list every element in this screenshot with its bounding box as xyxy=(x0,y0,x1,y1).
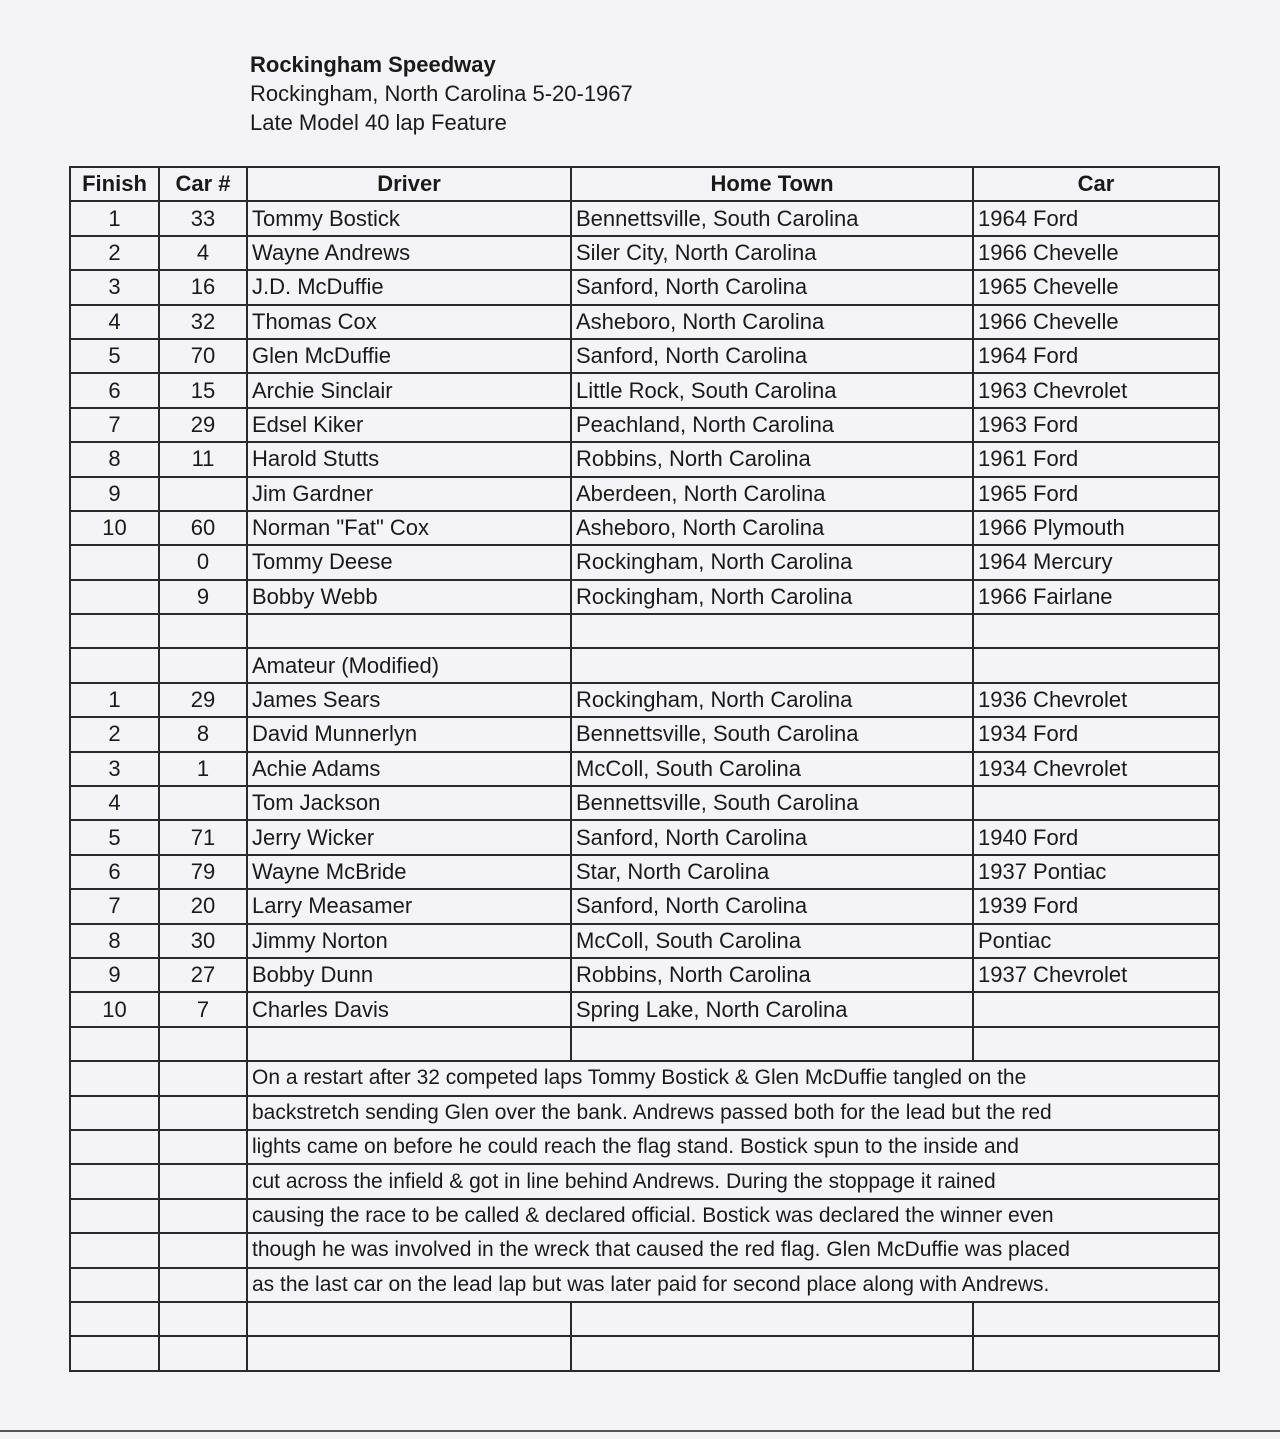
note-row xyxy=(70,1233,1219,1267)
home-town-cell: Robbins, North Carolina xyxy=(571,442,973,476)
home-town-cell: Rockingham, North Carolina xyxy=(571,683,973,717)
home-town-cell: Sanford, North Carolina xyxy=(571,889,973,923)
car-cell: 1934 Chevrolet xyxy=(973,752,1219,786)
empty-cell xyxy=(247,1336,571,1370)
finish-cell: 2 xyxy=(70,717,159,751)
home-town-cell: Sanford, North Carolina xyxy=(571,270,973,304)
car-cell: 1937 Chevrolet xyxy=(973,958,1219,992)
empty-cell xyxy=(973,1027,1219,1061)
car-number-cell: 9 xyxy=(159,580,247,614)
note-row xyxy=(70,1268,1219,1302)
car-number-cell xyxy=(159,786,247,820)
empty-cell xyxy=(571,614,973,648)
blank-row xyxy=(70,1027,1219,1061)
home-town-cell: Little Rock, South Carolina xyxy=(571,373,973,407)
home-town-cell: McColl, South Carolina xyxy=(571,924,973,958)
table-row xyxy=(70,373,1219,407)
finish-cell: 8 xyxy=(70,442,159,476)
empty-cell xyxy=(571,1027,973,1061)
car-cell: 1963 Chevrolet xyxy=(973,373,1219,407)
empty-cell xyxy=(159,648,247,682)
blank-row xyxy=(70,1336,1219,1370)
empty-cell xyxy=(159,1268,247,1302)
car-cell: 1964 Mercury xyxy=(973,545,1219,579)
note-row xyxy=(70,1130,1219,1164)
car-cell: 1936 Chevrolet xyxy=(973,683,1219,717)
finish-cell: 10 xyxy=(70,992,159,1026)
finish-cell: 9 xyxy=(70,958,159,992)
table-row xyxy=(70,820,1219,854)
car-number-cell: 71 xyxy=(159,820,247,854)
empty-cell xyxy=(159,1302,247,1336)
car-cell: 1963 Ford xyxy=(973,408,1219,442)
blank-row xyxy=(70,614,1219,648)
car-number-cell: 29 xyxy=(159,683,247,717)
note-row xyxy=(70,1096,1219,1130)
car-cell xyxy=(973,786,1219,820)
finish-cell xyxy=(70,545,159,579)
car-cell: 1966 Fairlane xyxy=(973,580,1219,614)
driver-cell: Achie Adams xyxy=(247,752,571,786)
table-row xyxy=(70,545,1219,579)
event-name: Late Model 40 lap Feature xyxy=(250,110,507,135)
race-note-line: lights came on before he could reach the flag stand. Bostick spun to the inside and xyxy=(247,1130,1219,1164)
table-row xyxy=(70,992,1219,1026)
table-row xyxy=(70,717,1219,751)
empty-cell xyxy=(159,1027,247,1061)
empty-cell xyxy=(70,1164,159,1198)
finish-cell: 5 xyxy=(70,339,159,373)
location-date: Rockingham, North Carolina 5-20-1967 xyxy=(250,81,633,106)
empty-cell xyxy=(973,648,1219,682)
driver-cell: Tommy Bostick xyxy=(247,201,571,235)
empty-cell xyxy=(159,1164,247,1198)
header-row xyxy=(70,167,1219,201)
table-row xyxy=(70,924,1219,958)
driver-cell: Wayne Andrews xyxy=(247,236,571,270)
home-town-cell: Siler City, North Carolina xyxy=(571,236,973,270)
driver-cell: Harold Stutts xyxy=(247,442,571,476)
finish-cell: 5 xyxy=(70,820,159,854)
empty-cell xyxy=(571,648,973,682)
driver-cell: Bobby Webb xyxy=(247,580,571,614)
car-cell: 1934 Ford xyxy=(973,717,1219,751)
section-label-row xyxy=(70,648,1219,682)
finish-cell: 1 xyxy=(70,683,159,717)
empty-cell xyxy=(70,1199,159,1233)
empty-cell xyxy=(159,1061,247,1095)
car-number-cell: 27 xyxy=(159,958,247,992)
car-number-cell: 7 xyxy=(159,992,247,1026)
column-header-finish: Finish xyxy=(70,167,159,201)
empty-cell xyxy=(247,614,571,648)
amateur-section-label: Amateur (Modified) xyxy=(247,648,571,682)
driver-cell: James Sears xyxy=(247,683,571,717)
finish-cell: 1 xyxy=(70,201,159,235)
race-note-line: causing the race to be called & declared official. Bostick was declared the winner even xyxy=(247,1199,1219,1233)
car-number-cell xyxy=(159,477,247,511)
home-town-cell: Peachland, North Carolina xyxy=(571,408,973,442)
driver-cell: Jim Gardner xyxy=(247,477,571,511)
column-header-car: Car xyxy=(973,167,1219,201)
driver-cell: Jimmy Norton xyxy=(247,924,571,958)
empty-cell xyxy=(70,1336,159,1370)
finish-cell: 4 xyxy=(70,305,159,339)
home-town-cell: Rockingham, North Carolina xyxy=(571,580,973,614)
driver-cell: Glen McDuffie xyxy=(247,339,571,373)
finish-cell xyxy=(70,580,159,614)
table-row xyxy=(70,786,1219,820)
driver-cell: Wayne McBride xyxy=(247,855,571,889)
table-row xyxy=(70,889,1219,923)
finish-cell: 2 xyxy=(70,236,159,270)
empty-cell xyxy=(159,1336,247,1370)
car-cell: 1961 Ford xyxy=(973,442,1219,476)
car-cell: 1940 Ford xyxy=(973,820,1219,854)
car-cell: 1966 Chevelle xyxy=(973,236,1219,270)
results-table xyxy=(69,166,1220,1372)
empty-cell xyxy=(571,1302,973,1336)
finish-cell: 7 xyxy=(70,889,159,923)
column-header-driver: Driver xyxy=(247,167,571,201)
finish-cell: 9 xyxy=(70,477,159,511)
race-note-line: cut across the infield & got in line behind Andrews. During the stoppage it rained xyxy=(247,1164,1219,1198)
track-title: Rockingham Speedway xyxy=(250,52,496,77)
finish-cell: 8 xyxy=(70,924,159,958)
home-town-cell: Bennettsville, South Carolina xyxy=(571,786,973,820)
driver-cell: Jerry Wicker xyxy=(247,820,571,854)
driver-cell: Tom Jackson xyxy=(247,786,571,820)
car-number-cell: 11 xyxy=(159,442,247,476)
empty-cell xyxy=(159,1096,247,1130)
empty-cell xyxy=(247,1027,571,1061)
finish-cell: 7 xyxy=(70,408,159,442)
finish-cell: 4 xyxy=(70,786,159,820)
empty-cell xyxy=(70,1096,159,1130)
car-cell: Pontiac xyxy=(973,924,1219,958)
empty-cell xyxy=(159,614,247,648)
home-town-cell: Rockingham, North Carolina xyxy=(571,545,973,579)
empty-cell xyxy=(973,614,1219,648)
home-town-cell: Bennettsville, South Carolina xyxy=(571,717,973,751)
car-number-cell: 8 xyxy=(159,717,247,751)
table-row xyxy=(70,683,1219,717)
driver-cell: Tommy Deese xyxy=(247,545,571,579)
table-row xyxy=(70,442,1219,476)
finish-cell: 3 xyxy=(70,270,159,304)
car-number-cell: 79 xyxy=(159,855,247,889)
home-town-cell: McColl, South Carolina xyxy=(571,752,973,786)
car-cell: 1937 Pontiac xyxy=(973,855,1219,889)
driver-cell: J.D. McDuffie xyxy=(247,270,571,304)
table-row xyxy=(70,305,1219,339)
empty-cell xyxy=(70,1302,159,1336)
driver-cell: David Munnerlyn xyxy=(247,717,571,751)
car-cell: 1966 Plymouth xyxy=(973,511,1219,545)
car-number-cell: 15 xyxy=(159,373,247,407)
table-row xyxy=(70,855,1219,889)
table-row xyxy=(70,339,1219,373)
driver-cell: Edsel Kiker xyxy=(247,408,571,442)
car-cell: 1966 Chevelle xyxy=(973,305,1219,339)
car-number-cell: 30 xyxy=(159,924,247,958)
car-number-cell: 60 xyxy=(159,511,247,545)
car-cell: 1965 Ford xyxy=(973,477,1219,511)
car-number-cell: 33 xyxy=(159,201,247,235)
car-cell: 1964 Ford xyxy=(973,339,1219,373)
car-number-cell: 32 xyxy=(159,305,247,339)
driver-cell: Bobby Dunn xyxy=(247,958,571,992)
empty-cell xyxy=(70,1027,159,1061)
empty-cell xyxy=(973,1336,1219,1370)
empty-cell xyxy=(159,1233,247,1267)
race-note-line: On a restart after 32 competed laps Tommy Bostick & Glen McDuffie tangled on the xyxy=(247,1061,1219,1095)
driver-cell: Larry Measamer xyxy=(247,889,571,923)
car-cell: 1939 Ford xyxy=(973,889,1219,923)
finish-cell: 6 xyxy=(70,373,159,407)
empty-cell xyxy=(973,1302,1219,1336)
car-number-cell: 16 xyxy=(159,270,247,304)
table-row xyxy=(70,580,1219,614)
empty-cell xyxy=(159,1199,247,1233)
race-note-line: though he was involved in the wreck that caused the red flag. Glen McDuffie was placed xyxy=(247,1233,1219,1267)
finish-cell: 3 xyxy=(70,752,159,786)
empty-cell xyxy=(70,648,159,682)
driver-cell: Norman "Fat" Cox xyxy=(247,511,571,545)
document-header xyxy=(250,50,633,137)
car-cell xyxy=(973,992,1219,1026)
table-row xyxy=(70,477,1219,511)
column-header-home-town: Home Town xyxy=(571,167,973,201)
finish-cell: 6 xyxy=(70,855,159,889)
car-number-cell: 20 xyxy=(159,889,247,923)
table-row xyxy=(70,270,1219,304)
table-row xyxy=(70,511,1219,545)
car-number-cell: 0 xyxy=(159,545,247,579)
driver-cell: Charles Davis xyxy=(247,992,571,1026)
table-row xyxy=(70,201,1219,235)
table-row xyxy=(70,958,1219,992)
driver-cell: Thomas Cox xyxy=(247,305,571,339)
empty-cell xyxy=(247,1302,571,1336)
race-note-line: as the last car on the lead lap but was later paid for second place along with Andrews. xyxy=(247,1268,1219,1302)
car-number-cell: 29 xyxy=(159,408,247,442)
home-town-cell: Asheboro, North Carolina xyxy=(571,305,973,339)
car-cell: 1965 Chevelle xyxy=(973,270,1219,304)
note-row xyxy=(70,1164,1219,1198)
note-row xyxy=(70,1199,1219,1233)
home-town-cell: Robbins, North Carolina xyxy=(571,958,973,992)
car-number-cell: 70 xyxy=(159,339,247,373)
finish-cell: 10 xyxy=(70,511,159,545)
home-town-cell: Star, North Carolina xyxy=(571,855,973,889)
race-note-line: backstretch sending Glen over the bank. Andrews passed both for the lead but the red xyxy=(247,1096,1219,1130)
column-header-car-number: Car # xyxy=(159,167,247,201)
note-row xyxy=(70,1061,1219,1095)
table-row xyxy=(70,236,1219,270)
home-town-cell: Sanford, North Carolina xyxy=(571,820,973,854)
empty-cell xyxy=(571,1336,973,1370)
car-number-cell: 4 xyxy=(159,236,247,270)
empty-cell xyxy=(70,614,159,648)
home-town-cell: Spring Lake, North Carolina xyxy=(571,992,973,1026)
empty-cell xyxy=(70,1130,159,1164)
home-town-cell: Asheboro, North Carolina xyxy=(571,511,973,545)
empty-cell xyxy=(70,1233,159,1267)
table-row xyxy=(70,408,1219,442)
home-town-cell: Aberdeen, North Carolina xyxy=(571,477,973,511)
table-row xyxy=(70,752,1219,786)
driver-cell: Archie Sinclair xyxy=(247,373,571,407)
home-town-cell: Sanford, North Carolina xyxy=(571,339,973,373)
empty-cell xyxy=(70,1268,159,1302)
page-edge-line xyxy=(0,1430,1280,1432)
blank-row xyxy=(70,1302,1219,1336)
empty-cell xyxy=(70,1061,159,1095)
empty-cell xyxy=(159,1130,247,1164)
home-town-cell: Bennettsville, South Carolina xyxy=(571,201,973,235)
car-number-cell: 1 xyxy=(159,752,247,786)
car-cell: 1964 Ford xyxy=(973,201,1219,235)
